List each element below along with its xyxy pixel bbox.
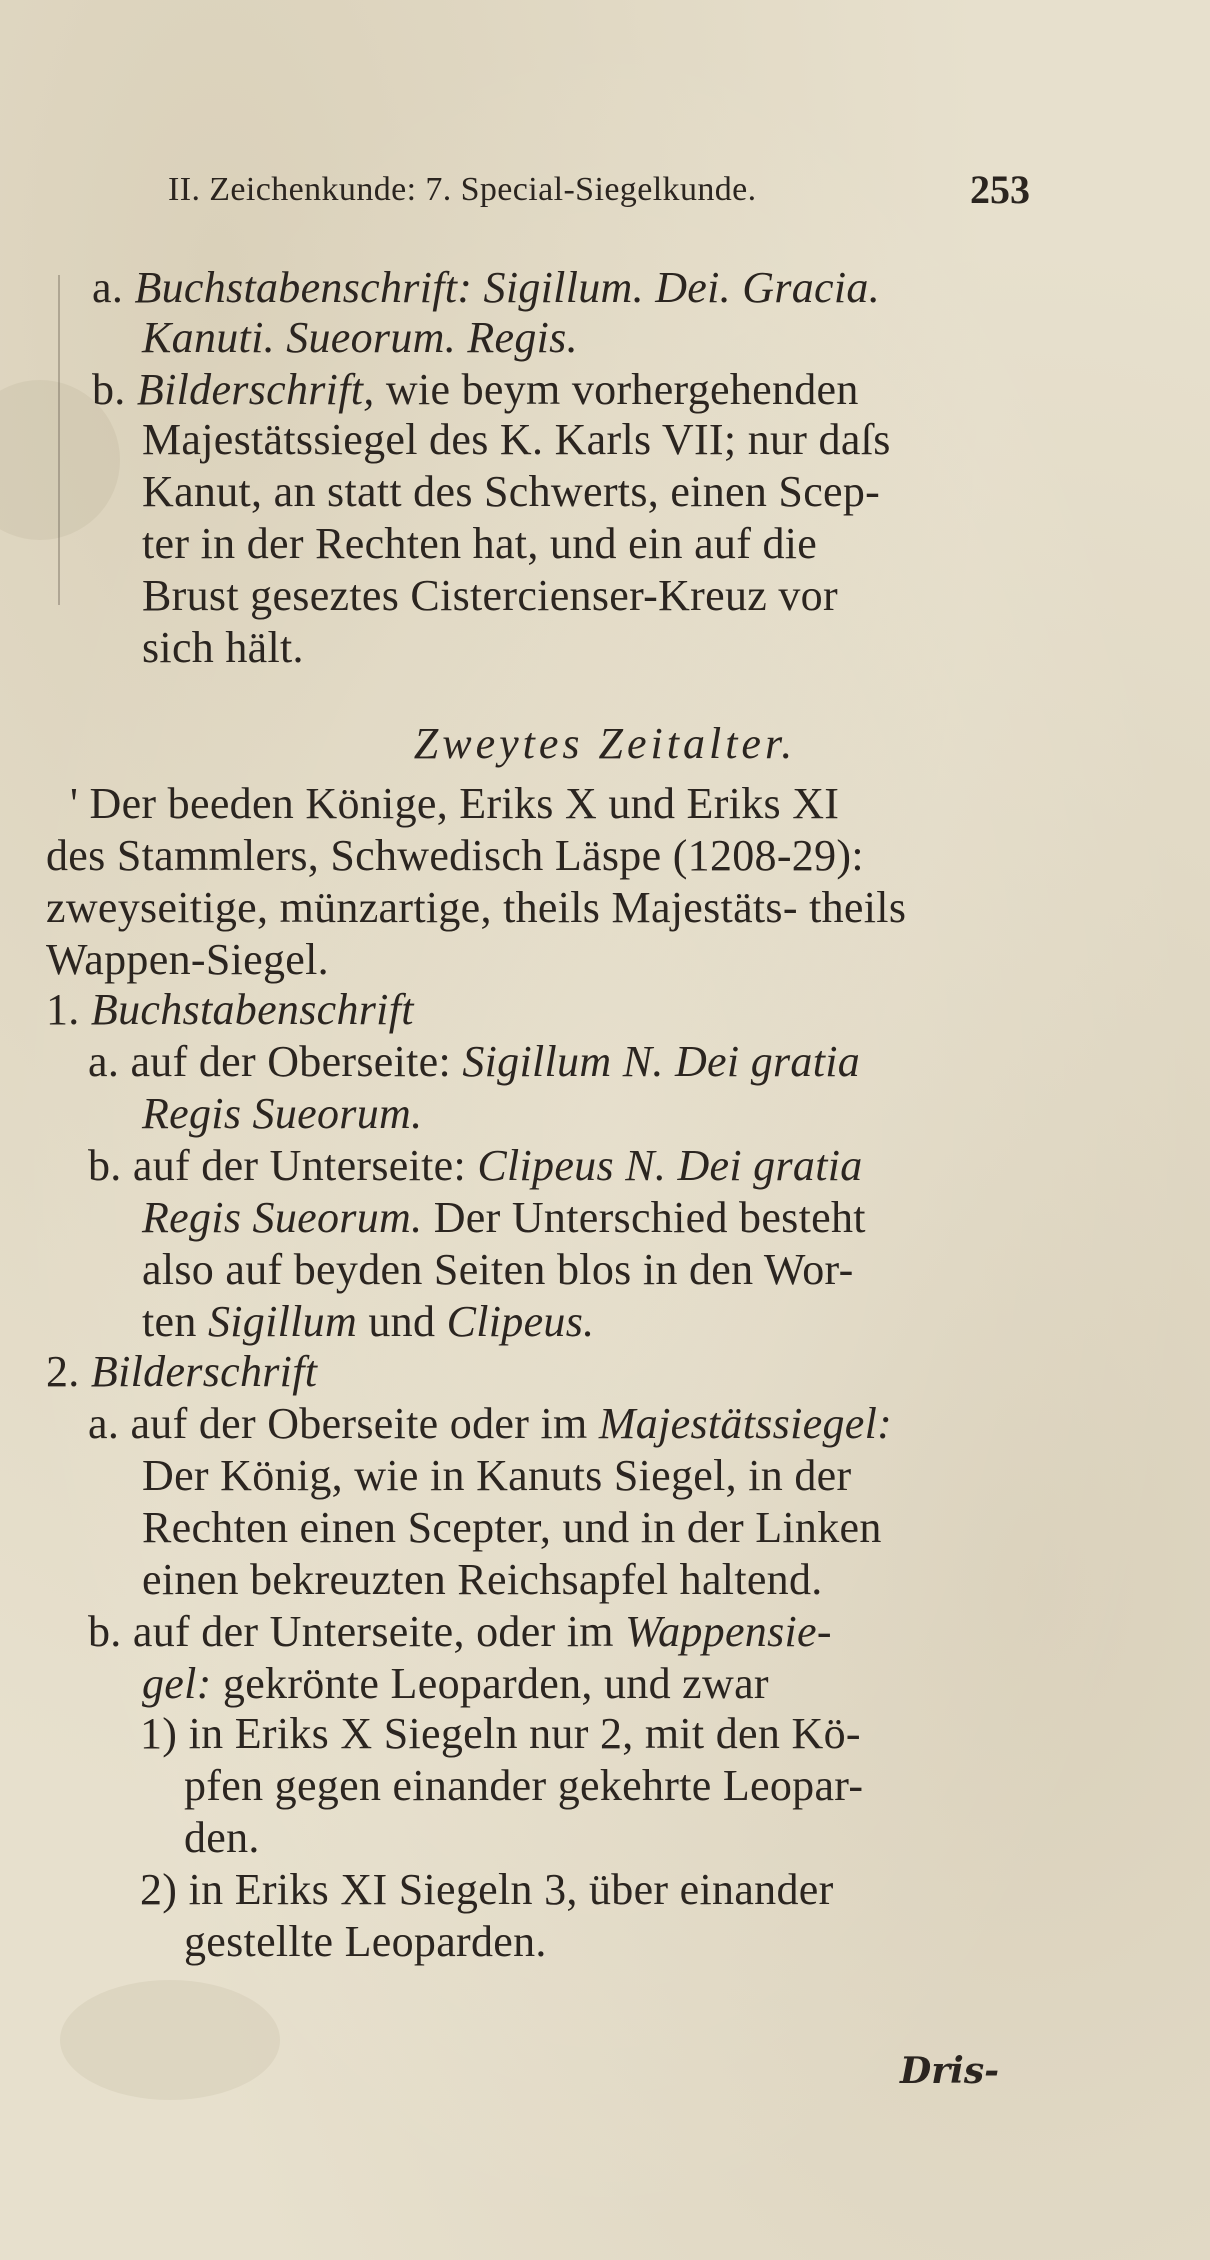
body-text: gestellte Leoparden. (184, 1917, 547, 1966)
body-text: pfen gegen einander gekehrte Leopar- (184, 1761, 864, 1810)
body-text: sich hält. (142, 623, 304, 672)
body-text: zweyseitige, münzartige, theils Majestäts- theils (46, 883, 907, 932)
body-text: den. (184, 1813, 260, 1862)
body-text-italic: Majestätssiegel: (598, 1399, 893, 1448)
body-text: auf der Unterseite: (132, 1141, 467, 1190)
item-label: 1. (46, 985, 80, 1034)
body-text: Brust geseztes Cistercienser-Kreuz vor (142, 571, 838, 620)
catchword: Dris- (900, 2050, 1000, 2092)
subheading: Bilderschrift (90, 1347, 318, 1396)
body-text: und (368, 1297, 436, 1346)
body-text: ter in der Rechten hat, und ein auf die (142, 519, 818, 568)
item-label: b. (92, 365, 126, 414)
body-text: in Eriks XI Siegeln 3, über einander (188, 1865, 834, 1914)
body-text: Der König, wie in Kanuts Siegel, in der (142, 1451, 852, 1500)
body-text-italic: Sigillum (207, 1297, 358, 1346)
body-text: auf der Unterseite, oder im (132, 1607, 614, 1656)
item-label: b. (88, 1607, 122, 1656)
body-text: gekrönte Leoparden, und zwar (222, 1659, 769, 1708)
body-text: Der Unterschied besteht (433, 1193, 866, 1242)
item-label: a. (92, 263, 124, 312)
body-text: des Stammlers, Schwedisch Läspe (1208-29): (46, 831, 864, 880)
body-text-italic: Regis Sueorum. (142, 1089, 423, 1138)
body-text-italic: Clipeus. (446, 1297, 595, 1346)
body-text: wie beym vorhergehenden (385, 365, 859, 414)
body-text: auf der Oberseite oder im (130, 1399, 588, 1448)
margin-mark (58, 275, 70, 605)
body-text: Majestätssiegel des K. Karls VII; nur daſs (142, 415, 891, 464)
section-heading: Zweytes Zeitalter. (413, 719, 797, 768)
body-text-italic: Wappensie- (625, 1607, 832, 1656)
body-text: Buchstabenschrift: Sigillum. Dei. Gracia. (134, 263, 880, 312)
body-text: Rechten einen Scepter, und in der Linken (142, 1503, 882, 1552)
body-text: ' Der beeden Könige, Eriks X und Eriks XI (70, 779, 840, 828)
body-text: Wappen-Siegel. (46, 935, 329, 984)
running-title: II. Zeichenkunde: 7. Special-Siegelkunde. (168, 171, 757, 208)
body-text-italic: gel: (142, 1659, 212, 1708)
body-text: ten (142, 1297, 197, 1346)
page-number: 253 (970, 167, 1030, 212)
item-label: b. (88, 1141, 122, 1190)
item-label: a. (88, 1037, 120, 1086)
body-text: einen bekreuzten Reichsapfel haltend. (142, 1555, 823, 1604)
body-text: Kanut, an statt des Schwerts, einen Scep- (142, 467, 881, 516)
body-text-italic: Bilderschrift, (136, 365, 375, 414)
item-label: a. (88, 1399, 120, 1448)
item-label: 1) (140, 1709, 178, 1758)
item-label: 2) (140, 1865, 178, 1914)
subheading: Buchstabenschrift (90, 985, 414, 1034)
body-text-italic: Sigillum N. Dei gratia (462, 1037, 861, 1086)
body-text-italic: Clipeus N. Dei gratia (477, 1141, 863, 1190)
body-text: Kanuti. Sueorum. Regis. (142, 313, 578, 362)
paper-stain (60, 1980, 280, 2100)
item-label: 2. (46, 1347, 80, 1396)
body-text: in Eriks X Siegeln nur 2, mit den Kö- (188, 1709, 861, 1758)
body-text: also auf beyden Seiten blos in den Wor- (142, 1245, 854, 1294)
body-text: auf der Oberseite: (130, 1037, 452, 1086)
body-text-italic: Regis Sueorum. (142, 1193, 423, 1242)
